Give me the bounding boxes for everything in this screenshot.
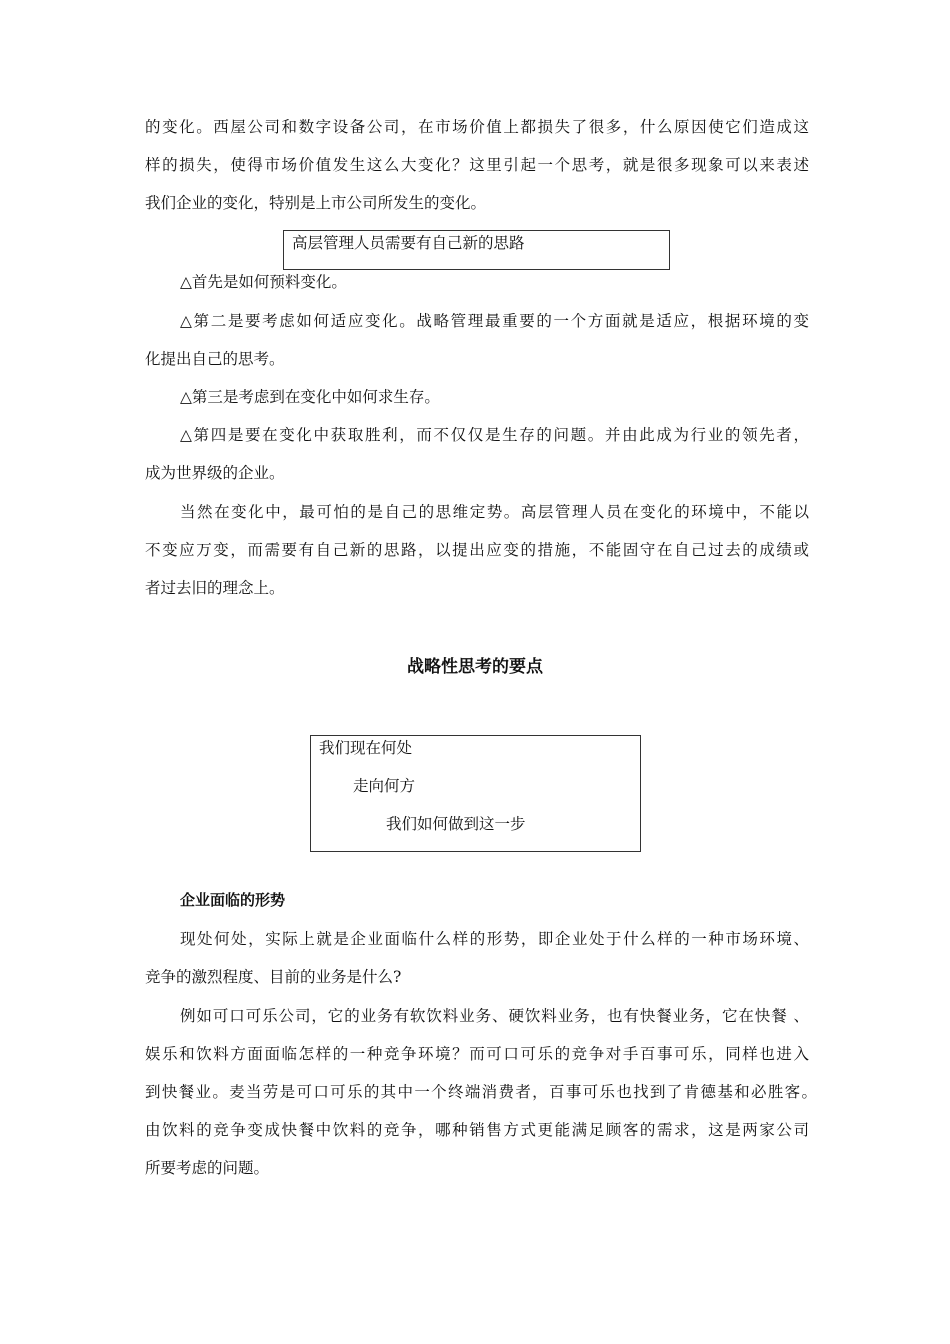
example-line-4: 由饮料的竞争变成快餐中饮料的竞争，哪种销售方式更能满足顾客的需求，这是两家公司: [145, 1121, 809, 1139]
point-4-line-1: △第四是要在变化中获取胜利，而不仅仅是生存的问题。并由此成为行业的领先者，: [180, 426, 809, 444]
intro-line-1: 的变化。西屋公司和数字设备公司，在市场价值上都损失了很多，什么原因使它们造成这: [145, 118, 809, 136]
intro-line-3: 我们企业的变化，特别是上市公司所发生的变化。: [145, 194, 487, 212]
point-2-line-2: 化提出自己的思考。: [145, 350, 285, 368]
example-line-5: 所要考虑的问题。: [145, 1159, 270, 1177]
point-3: △第三是考虑到在变化中如何求生存。: [180, 388, 440, 406]
situation-line-2: 竞争的激烈程度、目前的业务是什么?: [145, 968, 402, 986]
point-4-line-2: 成为世界级的企业。: [145, 464, 285, 482]
intro-line-2: 样的损失，使得市场价值发生这么大变化？这里引起一个思考，就是很多现象可以来表述: [145, 156, 809, 174]
situation-line-1: 现处何处，实际上就是企业面临什么样的形势，即企业处于什么样的一种市场环境、: [180, 930, 809, 948]
closing-line-1: 当然在变化中，最可怕的是自己的思维定势。高层管理人员在变化的环境中，不能以: [180, 503, 809, 521]
point-2-line-1: △第二是要考虑如何适应变化。战略管理最重要的一个方面就是适应，根据环境的变: [180, 312, 809, 330]
example-line-1: 例如可口可乐公司，它的业务有软饮料业务、硬饮料业务，也有快餐业务，它在快餐 、: [180, 1007, 809, 1025]
callout-text: 高层管理人员需要有自己新的思路: [292, 234, 525, 252]
closing-line-3: 者过去旧的理念上。: [145, 579, 285, 597]
callout-box: [283, 230, 670, 270]
example-line-3: 到快餐业。麦当劳是可口可乐的其中一个终端消费者，百事可乐也找到了肯德基和必胜客。: [145, 1083, 817, 1101]
step-1: 我们现在何处: [319, 739, 413, 757]
step-3: 我们如何做到这一步: [386, 815, 526, 833]
step-2: 走向何方: [353, 777, 416, 795]
section-title: 战略性思考的要点: [407, 657, 543, 677]
steps-box: [310, 735, 641, 852]
point-1: △首先是如何预料变化。: [180, 273, 347, 291]
example-line-2: 娱乐和饮料方面面临怎样的一种竞争环境？而可口可乐的竞争对手百事可乐，同样也进入: [145, 1045, 809, 1063]
subsection-title: 企业面临的形势: [180, 891, 286, 909]
closing-line-2: 不变应万变，而需要有自己新的思路，以提出应变的措施，不能固守在自己过去的成绩或: [145, 541, 809, 559]
